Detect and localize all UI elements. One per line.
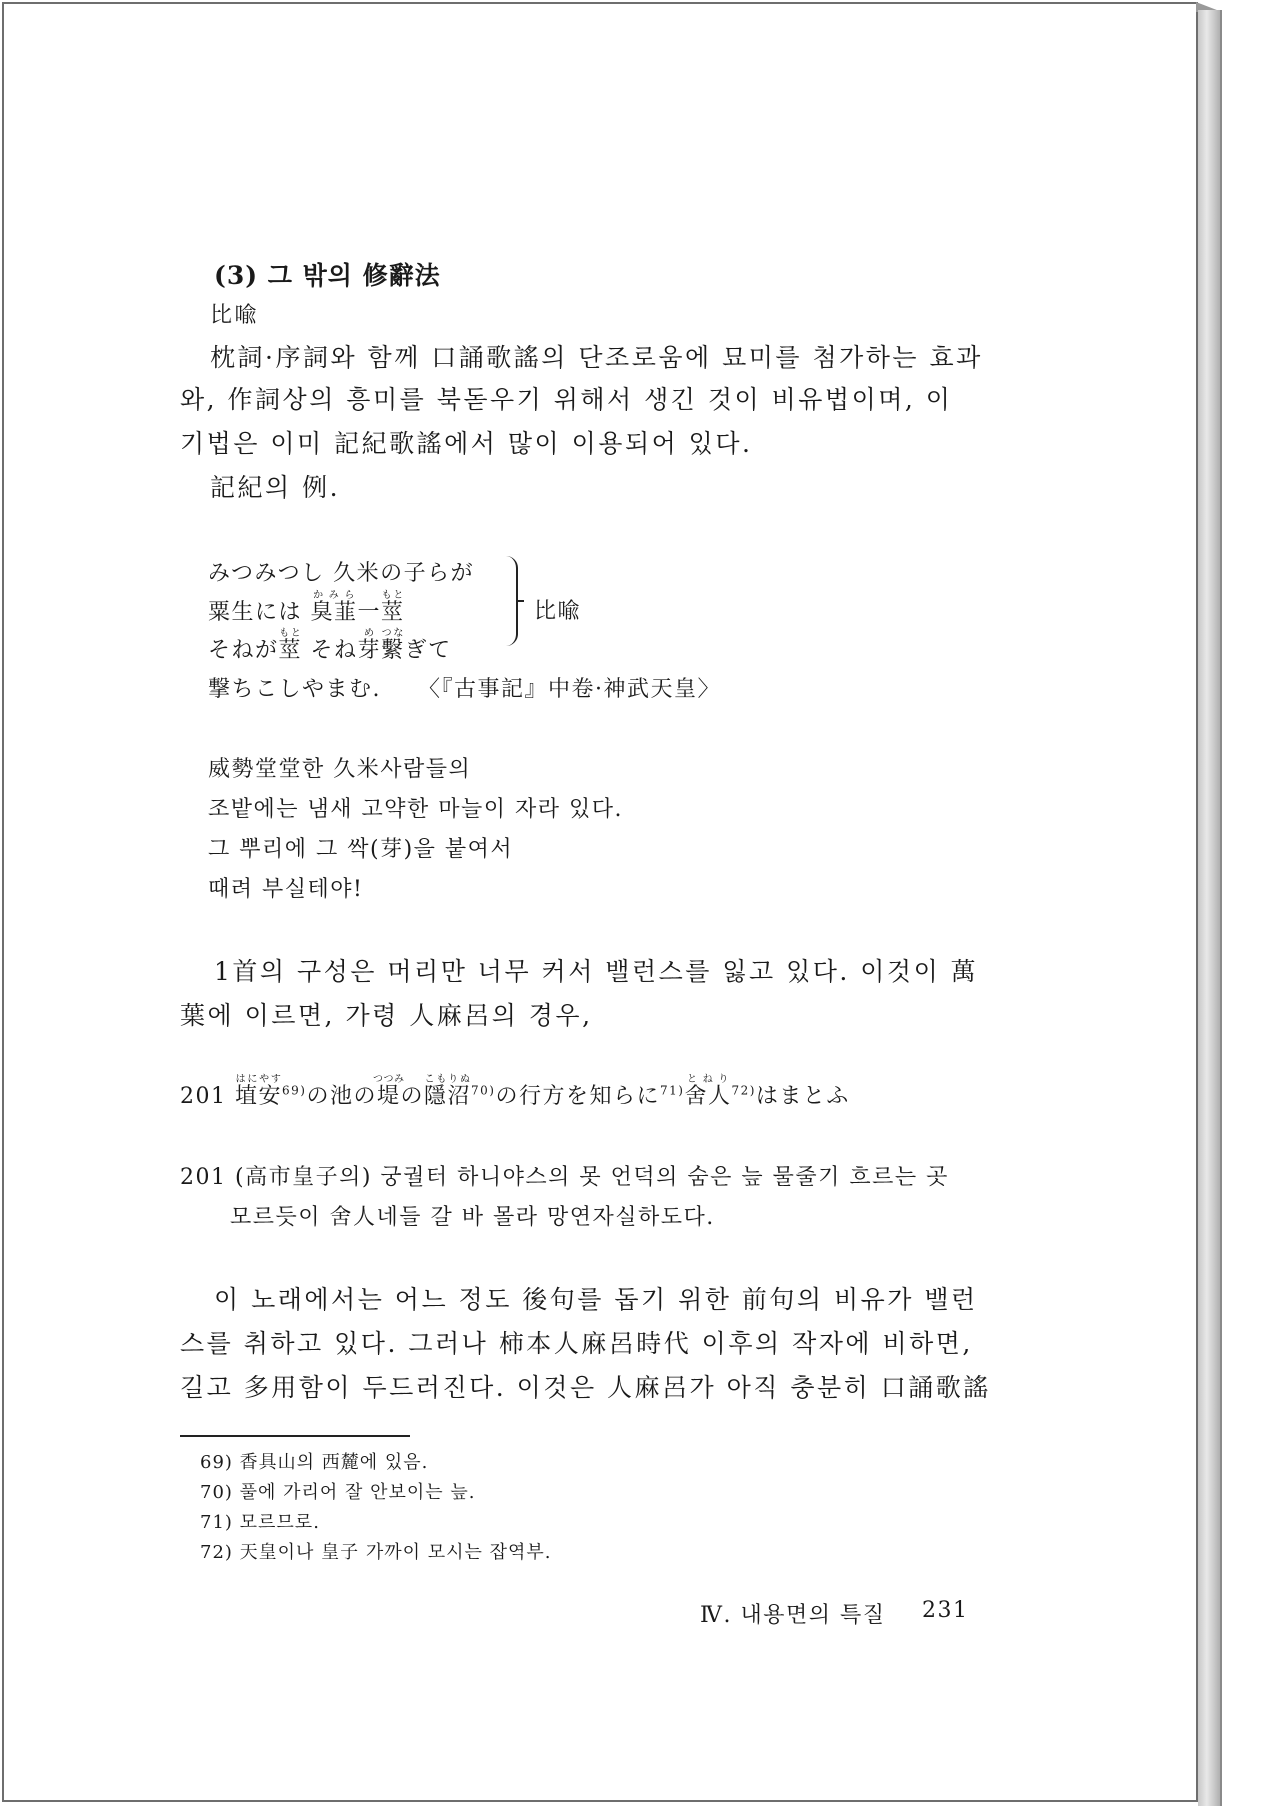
footnote-ref-70: 70)	[471, 1083, 496, 1098]
paragraph-3-line-3: 길고 多用함이 두드러진다. 이것은 人麻呂가 아직 충분히 口誦歌謠	[180, 1373, 991, 1402]
poem-1-line-2-prefix: 粟生には	[208, 600, 311, 625]
paragraph-1-line-1: 枕詞·序詞와 함께 口誦歌謠의 단조로움에 묘미를 첨가하는 효과	[210, 343, 983, 372]
translation-2-line-1	[180, 1160, 949, 1191]
poem-1-line-4: 撃ちこしやまむ.	[208, 677, 381, 702]
poem-2-ruby-toneri: 舍人とねり	[684, 1074, 732, 1109]
footnote-ref-71: 71)	[660, 1083, 685, 1098]
poem-2-number: 201	[180, 1084, 227, 1109]
poem-1-brace-tip	[516, 600, 524, 602]
example-label: 記紀의 例.	[210, 473, 341, 502]
footnote-69: 69) 香具山의 西麓에 있음.	[200, 1452, 429, 1473]
section-subheading: 比喩	[210, 303, 260, 328]
footnote-divider	[180, 1435, 410, 1437]
poem-2-part-2: の池の	[306, 1084, 377, 1109]
poem-2-ruby-tsutsumi: 堤つつみ	[373, 1074, 405, 1109]
poem-1-line-1: みつみつし 久米の子らが	[208, 561, 475, 586]
paragraph-1-line-3: 기법은 이미 記紀歌謠에서 많이 이용되어 있다.	[180, 429, 753, 458]
document-page	[2, 2, 1198, 1802]
footnote-ref-72: 72)	[731, 1083, 756, 1098]
footnote-70: 70) 풀에 가리어 잘 안보이는 늪.	[200, 1482, 476, 1503]
poem-2-line	[180, 1074, 850, 1110]
poem-1-ruby-kamira: 臭韮かみら	[310, 590, 358, 625]
translation-1-line-1: 威勢堂堂한 久米사람들의	[208, 757, 472, 782]
translation-1-line-2: 조밭에는 냄새 고약한 마늘이 자라 있다.	[208, 797, 623, 822]
footnote-71: 71) 모르므로.	[200, 1512, 320, 1533]
section-heading: (3) 그 밖의 修辭法	[214, 261, 441, 290]
poem-1-line-3-part-3: そね	[302, 638, 358, 663]
page-number: 231	[922, 1598, 969, 1623]
footnote-ref-69: 69)	[282, 1083, 307, 1098]
poem-1-line-3-ruby-moto: 莖もと	[278, 628, 303, 663]
paragraph-1-line-2: 와, 作詞상의 흥미를 북돋우기 위해서 생긴 것이 비유법이며, 이	[180, 385, 953, 414]
translation-2-line-2: 모르듯이 舍人네들 갈 바 몰라 망연자실하도다.	[230, 1205, 715, 1230]
poem-1-line-3-part-6: ぎて	[404, 638, 452, 663]
paragraph-3-line-2: 스를 취하고 있다. 그러나 柿本人麻呂時代 이후의 작자에 비하면,	[180, 1329, 973, 1358]
poem-1-ruby-moto: 莖もと	[381, 590, 405, 625]
chapter-footer: Ⅳ. 내용면의 특질	[700, 1603, 886, 1628]
poem-2-ruby-haniyasu: 埴安はにやす	[235, 1074, 283, 1109]
poem-2-ruby-komorinu: 隱沼こもりぬ	[424, 1074, 472, 1109]
poem-1-line-3	[208, 628, 452, 664]
poem-1-line-3-ruby-tsuna: 繫つな	[381, 628, 405, 663]
poem-1-line-2	[208, 590, 405, 626]
translation-2-text-1: (高市皇子의) 궁궐터 하니야스의 못 언덕의 숨은 늪 물줄기 흐르는 곳	[235, 1165, 949, 1190]
paragraph-3-line-1: 이 노래에서는 어느 정도 後句를 돕기 위한 前句의 비유가 밸런	[214, 1285, 978, 1314]
poem-2-part-8: はまとふ	[755, 1084, 850, 1109]
poem-1-line-3-ruby-me: 芽め	[357, 628, 382, 663]
translation-1-line-4: 때려 부실테야!	[208, 877, 364, 902]
translation-1-line-3: 그 뿌리에 그 싹(芽)을 붙여서	[208, 837, 514, 862]
poem-1-brace-label: 比喩	[534, 599, 582, 624]
paragraph-2-line-1: 1首의 구성은 머리만 너무 커서 밸런스를 잃고 있다. 이것이 萬	[214, 957, 979, 986]
poem-2-part-6: の行方を知らに	[495, 1084, 660, 1109]
poem-1-ruby-one: 一	[357, 600, 382, 625]
paragraph-2-line-2: 葉에 이르면, 가령 人麻呂의 경우,	[180, 1001, 593, 1030]
page-edge-shadow	[1198, 10, 1222, 1806]
footnote-72: 72) 天皇이나 皇子 가까이 모시는 잡역부.	[200, 1542, 552, 1563]
translation-2-number: 201	[180, 1165, 227, 1190]
poem-2-part-4: の	[400, 1084, 425, 1109]
poem-1-line-3-part-1: そねが	[208, 638, 279, 663]
poem-1-source: 〈『古事記』中卷·神武天皇〉	[418, 677, 721, 702]
